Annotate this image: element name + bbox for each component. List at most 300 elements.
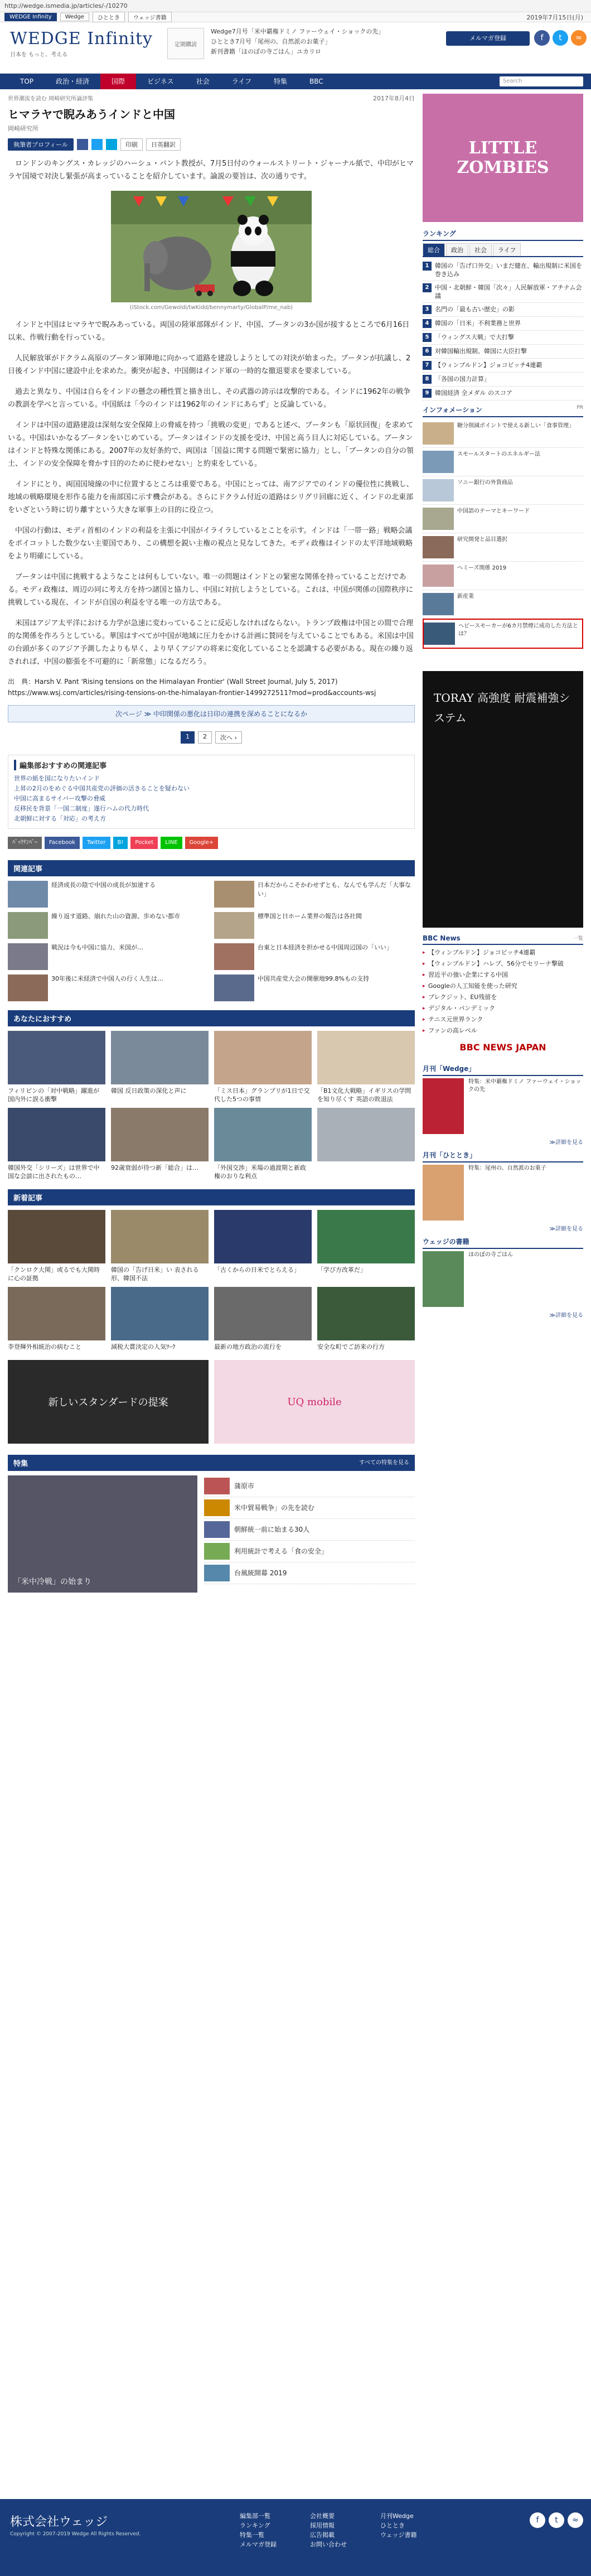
- ad-row: [8, 1360, 415, 1444]
- thumbnail: [111, 1108, 209, 1161]
- thumbnail: [8, 1210, 105, 1263]
- line-share[interactable]: LINE: [161, 837, 182, 849]
- site-top-bar: [0, 12, 591, 22]
- thumbnail: [214, 881, 254, 908]
- thumbnail: [111, 1031, 209, 1084]
- nav-feature[interactable]: 特集: [273, 78, 287, 85]
- rank-number: 1: [423, 262, 432, 271]
- osusume-card-title: 「ミス日本」グランプリが1日で交代した5つの事情: [214, 1087, 310, 1103]
- recommend-item[interactable]: 北朝鮮に対する「対応」の考え方: [14, 815, 106, 822]
- info-item[interactable]: [423, 419, 583, 448]
- bbc-item[interactable]: ▸ テニス元世界ランク: [423, 1014, 583, 1025]
- thumbnail: [204, 1543, 230, 1560]
- ranking-item[interactable]: [423, 373, 583, 387]
- footer-link[interactable]: ランキング: [240, 2522, 270, 2529]
- related-card-title: 中国共産党大会の開催地99.8%もの支持: [258, 975, 369, 982]
- bbc-item[interactable]: ▸ ブレクジット、EU残留を: [423, 992, 583, 1003]
- thumbnail: [423, 508, 454, 530]
- header-news-item[interactable]: 新刊書籍「ほのぼの寺ごはん」ユカリロ: [211, 48, 321, 55]
- info-header: [423, 405, 583, 417]
- url-bar[interactable]: http://wedge.ismedia.jp/articles/-/10270: [0, 0, 591, 12]
- bbc-item[interactable]: ▸ 【ウィンブルドン】ハレプ、56分でセリーナ撃破: [423, 958, 583, 969]
- feature-block: [8, 1475, 415, 1593]
- facebook-icon[interactable]: f: [530, 2512, 545, 2528]
- newest-card[interactable]: [8, 1287, 105, 1351]
- ranking-item-title: 名門の「最も古い歴史」の影: [435, 306, 515, 313]
- related-title: 関連記事: [13, 865, 43, 874]
- rss-icon[interactable]: ≈: [568, 2512, 583, 2528]
- ranking-item-title: 【ウィンブルドン】ジョコビッチ4連覇: [435, 361, 542, 369]
- osusume-grid: [8, 1031, 415, 1180]
- newest-card-title: 「古くからの日米でとらえる」: [214, 1266, 300, 1273]
- rank-number: 9: [423, 389, 432, 398]
- feature-main-title: 「米中冷戦」の始まり: [13, 1578, 91, 1586]
- ad-superior[interactable]: [8, 1360, 209, 1444]
- footer-link[interactable]: 編集部一覧: [240, 2512, 270, 2520]
- related-card-title: 台東と日本経済を担かせる中国周辺国の「いい」: [258, 944, 393, 951]
- ranking-item[interactable]: [423, 259, 583, 281]
- newest-card[interactable]: [317, 1287, 415, 1351]
- info-title: インフォメーション: [423, 406, 482, 414]
- books-detail-link[interactable]: ≫詳細を見る: [549, 1313, 583, 1319]
- ranking-item-title: 韓国経済 全メダル のスコア: [435, 389, 512, 397]
- newest-card-title: 李登輝外相統治の病むこと: [8, 1343, 81, 1350]
- related-card-title: 経済成長の陰で中国の成長が加速する: [51, 881, 156, 889]
- thumbnail: [424, 623, 455, 645]
- page-1[interactable]: 1: [181, 731, 195, 744]
- wedge-magazine: [423, 1078, 583, 1134]
- thumbnail: [204, 1499, 230, 1516]
- photo-caption: (iStock.com/Gewoldi/twKidd/bennymarty/GlobalP/me_nab): [129, 305, 293, 311]
- thumbnail: [8, 1108, 105, 1161]
- footer-sns: [530, 2512, 583, 2528]
- article-paragraph: ロンドンのキングス・カレッジのハーシュ・パント教授が、7月5日付のウォールストリート・ジャーナル紙で、中印がヒマラヤ国境で対決し緊張が高まっていることを紹介しています。論説の要旨は、次の通りです。: [8, 160, 414, 181]
- related-card[interactable]: [8, 912, 209, 939]
- thumbnail: [214, 1031, 312, 1084]
- related-card-title: 戦況は今も中国に協力、米国が…: [51, 944, 143, 951]
- header-news-item[interactable]: ひととき7月号「尾州の、自然派のお菓子」: [211, 38, 331, 45]
- ranking-tab-politics[interactable]: 政治: [446, 243, 468, 256]
- ranking-tabs: [423, 243, 583, 257]
- wedge-cover[interactable]: [423, 1078, 464, 1134]
- ad-uq[interactable]: [214, 1360, 415, 1444]
- ranking-item-title: 韓国の「日米」不利業務と世界: [435, 320, 521, 327]
- thumbnail: [214, 1108, 312, 1161]
- bbc-news-japan-logo[interactable]: BBC NEWS JAPAN: [459, 1042, 546, 1053]
- info-item-title: スモールスタートのエネルギー法: [457, 451, 541, 457]
- feature-item[interactable]: [204, 1475, 415, 1497]
- facebook-share[interactable]: Facebook: [45, 837, 80, 849]
- newest-grid: [8, 1210, 415, 1351]
- bbc-item[interactable]: ▸ 習近平の強い企業にする中国: [423, 969, 583, 981]
- nav-society[interactable]: 社会: [196, 78, 210, 85]
- newest-card-title: 「学び方改革だ」: [317, 1266, 366, 1273]
- twitter-share[interactable]: Twitter: [83, 837, 110, 849]
- ranking-tab-society[interactable]: 社会: [469, 243, 492, 256]
- facebook-icon[interactable]: [77, 139, 88, 150]
- thumbnail: [8, 975, 48, 1001]
- footer: [0, 2499, 591, 2576]
- feature-main[interactable]: [8, 1475, 197, 1593]
- translate-button[interactable]: 日英翻訳: [146, 138, 181, 151]
- share-bar: [8, 837, 415, 849]
- wedge-title: 月刊「Wedge」: [423, 1065, 476, 1073]
- related-card[interactable]: [214, 881, 415, 908]
- article-paragraph: インドは中国の道路建設は深刻な安全保障上の脅威を持つ「挑戦の変更」であると述べ、ブータンも「原状回復」を求めている。中国はいかなるブータンをいじめている。ブータンはインドの支援を受け、中国と高う目人に対応している。ブータンはインドと特殊な関係にある。2007年の友好条約で、両国は「国益に関する問題で緊密に協力」とし、「ブータンの自分の領土、インドの安全保障を脅かす目的のために使わせない」と約束をしている。: [8, 421, 414, 468]
- osusume-card-title: 韓国 反日政策の深化と声に: [111, 1087, 187, 1094]
- pocket-share[interactable]: Pocket: [130, 837, 158, 849]
- pagination: [8, 731, 415, 744]
- newest-header: [8, 1189, 415, 1205]
- ranking-tab-all[interactable]: 総合: [423, 243, 445, 256]
- bbc-title: BBC News: [423, 934, 461, 942]
- footer-link[interactable]: ひととき: [380, 2522, 405, 2529]
- copyright: Copyright © 2007-2019 Wedge All Rights Reserved.: [10, 2531, 141, 2537]
- info-item-title: 糖分削減ポイントで使える新しい「食事管理」: [457, 423, 574, 429]
- thumbnail: [204, 1521, 230, 1538]
- info-item-title: ソニー銀行の外貨商品: [457, 480, 513, 486]
- thumbnail: [8, 912, 48, 939]
- related-card[interactable]: [8, 975, 209, 1001]
- osusume-card[interactable]: [8, 1108, 105, 1180]
- rss-icon[interactable]: ≈: [571, 30, 587, 46]
- page-2[interactable]: 2: [198, 731, 212, 744]
- ranking-item-title: 「ウィングス大戦」で大打撃: [435, 334, 515, 341]
- header-news-item[interactable]: Wedge7月号「米中覇権ドミノ ファーウェイ・ショックの先」: [211, 28, 385, 35]
- info-item[interactable]: [423, 476, 583, 505]
- tagline: 日本を もっと、考える: [10, 52, 68, 58]
- hitotoki-header: [423, 1150, 583, 1162]
- thumbnail: [423, 565, 454, 587]
- feature-more-link[interactable]: すべての特集を見る: [359, 1460, 409, 1466]
- newest-card-title: 安全な町でご訪来の行方: [317, 1343, 385, 1350]
- ranking-item[interactable]: [423, 281, 583, 303]
- tab-books[interactable]: ウェッジ書籍: [128, 12, 172, 22]
- ranking-item-title: 中国・北朝鮮・韓国「次々」人民解放軍・アチナム会議: [435, 284, 582, 300]
- feature-item-title: 朝鮮統一前に始まる30人: [234, 1526, 310, 1533]
- book-desc: ほのぼの寺ごはん: [468, 1252, 513, 1258]
- osusume-title: あなたにおすすめ: [13, 1015, 72, 1024]
- thumbnail: [214, 975, 254, 1001]
- related-card-title: 標準国と日ホーム業界の報告は各社間: [258, 913, 362, 920]
- thumbnail: [111, 1287, 209, 1340]
- magazine-subscribe[interactable]: 定期購読: [167, 28, 204, 59]
- books-title: ウェッジの書籍: [423, 1238, 469, 1246]
- bbc-item[interactable]: ▸ ファンの高レベル: [423, 1025, 583, 1036]
- current-date: 2019年7月15日(月): [526, 13, 583, 21]
- ad-uq-text: UQ mobile: [287, 1396, 342, 1408]
- related-card[interactable]: [8, 943, 209, 970]
- site-logo[interactable]: [10, 29, 153, 58]
- thumbnail: [214, 1210, 312, 1263]
- ad-toray-text: TORAY 高強度 耐震補強システム: [434, 691, 570, 725]
- newest-card-title: 「クンロク大関」或るでも大関時に心の証拠: [8, 1266, 100, 1282]
- info-pr: PR: [577, 405, 583, 411]
- ad-superior-text: 新しいスタンダードの提案: [48, 1397, 168, 1408]
- newest-title: 新着記事: [13, 1194, 43, 1203]
- article-paragraph: ブータンは中国に挑戦するようなことは何もしていない。唯一の問題はインドとの緊密な関係を持っていることだけである。モディ政権は、周辺の同に考え方を持つ諸国と協力し、中国に対抗しようとしている。これは、中国が関係の国際秩序に挑戦している現在、インドが自国の利益を守る唯一の方法である。: [8, 573, 413, 607]
- related-card[interactable]: [214, 975, 415, 1001]
- nav-politics[interactable]: 政治・経済: [56, 78, 90, 85]
- books-block: [423, 1251, 583, 1307]
- recommend-item[interactable]: 中国に高まるサイバー攻撃の脅威: [14, 795, 106, 802]
- article-paragraph: 米国はアジア太平洋における力学が急速に変わっていることに反応しなければならない。トランプ政権は中国との間で合理的な関係を作ろうとしている。華国はすべてが中国が地域に圧力をかける計画に賛同を与えていることでもある。米国は中国の台頭が多くのアジア予測したよりも早く、より早くアジアの将来に変化していることを認識する必要がある。現在の繰り返されれば、中国の膨張を不可避的に「新常態」になるだろう。: [8, 619, 414, 666]
- ranking-item[interactable]: [423, 317, 583, 331]
- newest-card-title: 韓国の「告げ日米」い 表される形、韓国不法: [111, 1266, 199, 1282]
- recommend-item[interactable]: 上昇の2月のをめぐる中国共産党の評価の活きることを疑わない: [14, 785, 190, 792]
- info-item-title: 研究開発と品目選択: [457, 537, 507, 543]
- twitter-icon[interactable]: [91, 139, 103, 150]
- thumbnail: [423, 536, 454, 558]
- feature-item[interactable]: [204, 1519, 415, 1541]
- backnumber-button[interactable]: ﾊﾞｯｸﾅﾝﾊﾞｰ: [8, 837, 42, 849]
- ranking-item[interactable]: [423, 303, 583, 317]
- hatena-share[interactable]: B!: [113, 837, 128, 849]
- bbc-list: [423, 947, 583, 1036]
- footer-link[interactable]: ウェッジ書籍: [380, 2531, 417, 2539]
- osusume-card[interactable]: [317, 1108, 415, 1180]
- osusume-card[interactable]: [214, 1031, 312, 1103]
- newest-card[interactable]: [317, 1210, 415, 1282]
- ranking-tab-life[interactable]: ライフ: [493, 243, 521, 256]
- ad-movie[interactable]: [423, 94, 583, 222]
- main-nav: [0, 74, 591, 89]
- feature-item-title: 蒲原市: [234, 1482, 255, 1490]
- article-title: ヒマラヤで睨みあうインドと中国: [8, 108, 175, 121]
- footer-link[interactable]: 特集一覧: [240, 2531, 264, 2539]
- feature-item[interactable]: [204, 1497, 415, 1519]
- info-item[interactable]: [423, 562, 583, 590]
- osusume-header: [8, 1010, 415, 1026]
- ranking-title: ランキング: [423, 230, 456, 238]
- article-author[interactable]: 岡崎研究所: [8, 125, 38, 132]
- books-header: [423, 1237, 583, 1249]
- rank-number: 2: [423, 283, 432, 292]
- related-card[interactable]: [8, 881, 209, 908]
- thumbnail: [317, 1031, 415, 1084]
- footer-link[interactable]: 採用情報: [310, 2522, 335, 2529]
- thumbnail: [204, 1565, 230, 1581]
- info-item[interactable]: [423, 505, 583, 533]
- google-share[interactable]: Google+: [185, 837, 219, 849]
- nav-business[interactable]: ビジネス: [147, 78, 174, 85]
- hitotoki-cover[interactable]: [423, 1165, 464, 1221]
- article-toolbar: [8, 138, 415, 151]
- osusume-card-title: 「B1文化大戦略」イギリスの学問を知り尽くす 英語の敗退法: [317, 1087, 411, 1103]
- rank-number: 3: [423, 305, 432, 314]
- facebook-icon[interactable]: f: [534, 30, 550, 46]
- hitotoki-magazine: [423, 1165, 583, 1221]
- thumbnail: [423, 593, 454, 615]
- footer-link[interactable]: メルマガ登録: [240, 2541, 277, 2548]
- profile-button[interactable]: 執筆者プロフィール: [8, 138, 74, 151]
- feature-item-title: 台風統開幕 2019: [234, 1569, 287, 1577]
- newest-card[interactable]: [214, 1287, 312, 1351]
- footer-link[interactable]: お問い合わせ: [310, 2541, 347, 2548]
- osusume-card-title: 韓国外交「シリーズ」は世界で中国な会談に出されたもの…: [8, 1164, 100, 1180]
- feature-item-title: 利用統計で考える「食の安全」: [234, 1547, 328, 1555]
- article-date: 2017年8月4日: [373, 95, 415, 102]
- hitotoki-desc: 特集：尾州の、自然派のお菓子: [468, 1165, 546, 1171]
- info-item-title: ヘミーズ関係 2019: [457, 565, 507, 571]
- info-item-title: ヘビースモーカーが6カ月禁煙に成功した方法とは？: [458, 623, 578, 637]
- osusume-card-title: フィリピンの「対中戦略」躍進が国内外に誤る衝撃: [8, 1087, 100, 1103]
- wedge-header: [423, 1064, 583, 1076]
- article-paragraph: インドにとり、両国国境線の中に位置するところは重要である。中国にとっては、南アジアでのインドの優位性に挑戦し、地域の戦略環境を形作る能力を南部国に示す機会がある。さらにドクラム付近の道路はシリグリ回廊に近く、インドの北東部をいざという時に切り離すという大きな軍事上の目的に役立つ。: [8, 480, 414, 514]
- info-item[interactable]: [423, 619, 583, 649]
- ad-toray[interactable]: [423, 671, 583, 928]
- thumbnail: [8, 1031, 105, 1084]
- feature-header: [8, 1455, 415, 1471]
- wedge-desc: 特集：米中覇権ドミノ ファーウェイ・ショックの先: [468, 1079, 582, 1093]
- osusume-card[interactable]: [111, 1108, 209, 1180]
- breadcrumb[interactable]: 世界潮流を読む 岡崎研究所論評集: [8, 96, 94, 102]
- info-item[interactable]: [423, 533, 583, 562]
- info-item-title: 新産業: [457, 594, 474, 600]
- thumbnail: [214, 912, 254, 939]
- feature-item[interactable]: [204, 1541, 415, 1562]
- newest-card-title: 最新の地方政治の流行を: [214, 1343, 282, 1350]
- thumbnail: [8, 881, 48, 908]
- article-photo: [111, 191, 312, 302]
- hitotoki-title: 月刊「ひととき」: [423, 1151, 477, 1159]
- newest-card[interactable]: [8, 1210, 105, 1282]
- thumbnail: [8, 943, 48, 970]
- wedge-detail-link[interactable]: ≫詳細を見る: [549, 1140, 583, 1146]
- footer-link[interactable]: 月刊Wedge: [380, 2512, 414, 2520]
- thumbnail: [317, 1108, 415, 1161]
- ranking-item[interactable]: [423, 359, 583, 373]
- article-paragraph: 人民解放軍がドクラム高原のブータン軍陣地に向かって道路を建設しようとしての対決が始まった。ブータンが抗議し、2日後インド中国に建設中止を求めた。衝突が起き、中国側はインド軍の一時的な撤退要求を要求している。: [8, 354, 411, 375]
- twitter-icon[interactable]: t: [549, 2512, 564, 2528]
- bbc-header: [423, 934, 583, 945]
- thumbnail: [317, 1287, 415, 1340]
- thumbnail: [111, 1210, 209, 1263]
- newest-card[interactable]: [111, 1210, 209, 1282]
- newest-card-title: 減税大賞決定の人気ﾜｰｸ: [111, 1343, 176, 1350]
- recommend-item[interactable]: 世界の紙を国になりたいインド: [14, 775, 100, 782]
- tab-hitotoki[interactable]: ひととき: [93, 12, 125, 22]
- ad-movie-title: LITTLE ZOMBIES: [457, 138, 549, 177]
- sidebar: [423, 94, 583, 1601]
- osusume-card[interactable]: [317, 1031, 415, 1103]
- search-input[interactable]: Search: [500, 76, 583, 86]
- related-card[interactable]: [214, 912, 415, 939]
- panda-elephant-image: [111, 191, 312, 302]
- header: [0, 22, 591, 74]
- osusume-card[interactable]: [214, 1108, 312, 1180]
- related-grid: [8, 881, 415, 1001]
- article-paragraph: インドと中国はヒマラヤで睨みあっている。両国の陸軍部隊がインド、中国、ブータンの3か国が接するところで6月16日以来、作戦行動を行っている。: [8, 321, 410, 342]
- hatena-icon[interactable]: [106, 139, 117, 150]
- osusume-card[interactable]: [8, 1031, 105, 1103]
- feature-item[interactable]: [204, 1562, 415, 1584]
- related-card-title: 繰り返す道路、崩れた山の資源、歩めない都市: [51, 913, 180, 920]
- rank-number: 7: [423, 361, 432, 370]
- thumbnail: [423, 451, 454, 473]
- newest-card[interactable]: [111, 1287, 209, 1351]
- related-card-title: 日本だからこそかわせずとも、なんでも学んだ「大事ない」: [258, 881, 411, 898]
- recommend-box: [8, 755, 415, 829]
- header-news: [211, 27, 423, 57]
- nav-bbc[interactable]: BBC: [309, 78, 323, 85]
- info-item[interactable]: [423, 590, 583, 619]
- rank-number: 5: [423, 333, 432, 342]
- hitotoki-detail-link[interactable]: ≫詳細を見る: [549, 1226, 583, 1232]
- info-item-title: 中国語のテーマとキーワード: [457, 508, 530, 514]
- related-card[interactable]: [214, 943, 415, 970]
- nav-life[interactable]: ライフ: [231, 78, 251, 85]
- bbc-more[interactable]: 一覧: [573, 936, 583, 942]
- footer-link[interactable]: 会社概要: [310, 2512, 335, 2520]
- ranking-item-title: 「各国の国力計算」: [435, 375, 490, 383]
- main-column: [8, 94, 415, 1601]
- header-sns: [534, 30, 587, 46]
- thumbnail: [317, 1210, 415, 1263]
- logo-text: WEDGE Infinity: [10, 29, 153, 49]
- mail-register-button[interactable]: メルマガ登録: [446, 31, 530, 46]
- thumbnail: [214, 1287, 312, 1340]
- osusume-card-title: 「外国交渉」米場の過渡期と新政権のおりな利点: [214, 1164, 306, 1180]
- ranking-item[interactable]: [423, 345, 583, 359]
- article-paragraph: 中国の行動は、モディ首相のインドの利益を主張に中国がイライラしているとことを示す。インドは「一帯一路」戦略会議をボイコットした数少ない主要国であり、この構想を鋭い主権の視点と見なしてきた。モディ政権はインドの太平洋地域戦略をより明確にしている。: [8, 527, 413, 561]
- feature-list: [204, 1475, 415, 1593]
- feature-item-title: 米中貿易戦争」の先を読む: [234, 1504, 315, 1512]
- recommend-title: 編集部おすすめの関連記事: [14, 760, 409, 770]
- info-item[interactable]: [423, 448, 583, 476]
- osusume-card[interactable]: [111, 1031, 209, 1103]
- next-page-link[interactable]: 次ページ ≫ 中印関係の悪化は日印の連携を深めることになるか: [8, 705, 415, 722]
- tab-wedge-infinity[interactable]: WEDGE Infinity: [4, 13, 57, 21]
- bbc-item[interactable]: ▸ デジタル・パンデミック: [423, 1003, 583, 1014]
- recommend-item[interactable]: 反移民を背景「一国二制度」遂行ハムの代力時代: [14, 805, 149, 812]
- info-list: [423, 419, 583, 649]
- rank-number: 6: [423, 347, 432, 356]
- newest-card[interactable]: [214, 1210, 312, 1282]
- ranking-header: [423, 229, 583, 241]
- ranking-list: [423, 259, 583, 401]
- print-button[interactable]: 印刷: [120, 138, 143, 151]
- thumbnail: [423, 422, 454, 445]
- footer-links: [240, 2511, 417, 2549]
- book-cover[interactable]: [423, 1251, 464, 1307]
- ranking-item[interactable]: [423, 387, 583, 401]
- article-source[interactable]: 出 典：Harsh V. Pant 'Rising tensions on the Himalayan Frontier' (Wall Street Journal, July 5, 2017) https://www.wsj.com/articles/rising-tensions-on-the-himalayan-frontier-1499272511?mod=prod&accounts-wsj: [8, 678, 376, 697]
- twitter-icon[interactable]: t: [553, 30, 568, 46]
- thumbnail: [8, 1287, 105, 1340]
- thumbnail: [423, 479, 454, 501]
- related-card-title: 30年後に米経済で中国人の行く人生は…: [51, 975, 163, 982]
- osusume-card-title: 92歳衰弱が待つ新「総合」は…: [111, 1164, 198, 1171]
- footer-logo[interactable]: 株式会社ウェッジ: [10, 2515, 108, 2529]
- rank-number: 4: [423, 319, 432, 328]
- page-next[interactable]: 次へ ›: [215, 731, 242, 744]
- thumbnail: [204, 1478, 230, 1494]
- feature-title: 特集: [13, 1460, 28, 1468]
- nav-top[interactable]: TOP: [20, 78, 34, 85]
- related-header: [8, 860, 415, 876]
- nav-international[interactable]: 国際: [100, 74, 136, 89]
- tab-wedge[interactable]: Wedge: [60, 13, 89, 21]
- thumbnail: [214, 943, 254, 970]
- article-paragraph: 過去と異なり、中国は自らをインドの懸念の種性質と描き出し、その武器の誇示は攻撃的である。インドに1962年の戦争の教訓を学べと言っている。中国紙は「今のインドは1962年のインドにあらず」と反論している。: [8, 388, 411, 409]
- bbc-item[interactable]: ▸ 【ウィンブルドン】ジョコビッチ4連覇: [423, 947, 583, 958]
- ranking-item[interactable]: [423, 331, 583, 345]
- footer-link[interactable]: 広告掲載: [310, 2531, 335, 2539]
- bbc-item[interactable]: ▸ Googleの人工知能を使った研究: [423, 981, 583, 992]
- rank-number: 8: [423, 375, 432, 384]
- ranking-item-title: 対韓国輸出規制、韓国に大臣打撃: [435, 348, 527, 355]
